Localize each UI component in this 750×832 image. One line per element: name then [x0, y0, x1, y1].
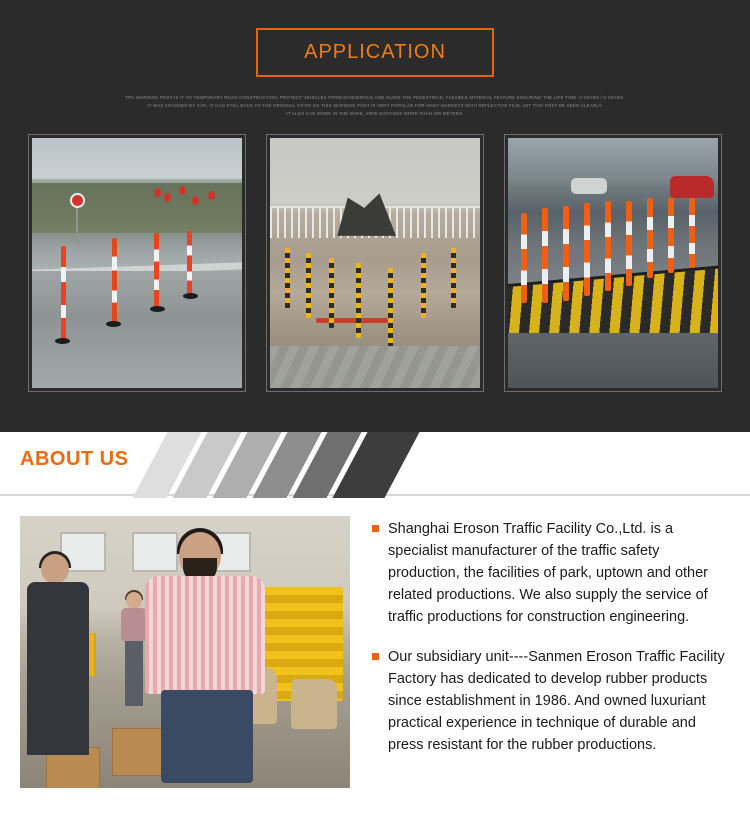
- warning-post: [187, 231, 192, 296]
- application-photo-2: [266, 134, 484, 392]
- delineator-post: [563, 206, 569, 301]
- jeans: [161, 690, 253, 782]
- post-base: [150, 306, 165, 312]
- about-paragraph-2-text: Our subsidiary unit----Sanmen Eroson Traffic Facility Factory has dedicated to develop rubber products since establishment in 1986. And owned luxuriant practical experience in technique of durable and press resistant for the rubber productions.: [388, 649, 725, 754]
- chevron-decoration: [150, 432, 410, 498]
- about-title: ABOUT US: [20, 448, 138, 471]
- dark-structure: [337, 193, 396, 236]
- road-surface: [508, 333, 718, 388]
- person-center: [145, 532, 265, 782]
- application-photo-3-inner: [508, 138, 718, 388]
- about-paragraph-1: [372, 518, 730, 628]
- about-photo: [20, 516, 350, 788]
- about-paragraph-1-text: Shanghai Eroson Traffic Facility Co.,Ltd. is a specialist manufacturer of the traffic safety production, the facilities of park, uptown and other related productions. We also supply the service of traffic productions for construction engineering.: [388, 521, 708, 626]
- warning-post: [61, 246, 66, 341]
- application-description-line-1: TPU WARNING POST IS IT TO TEMPORARY ROAD CONSTRUCTION, PROTECT VEHICLES FROM DANGEROUS AND GUIDE THE PEDESTRIAN, FLEXIBLE MATERIAL FEATURE ENSURING THE LIFE TIME: 3 YEARS / 5 YEARS.: [125, 95, 625, 100]
- photo-warehouse-staff: [20, 516, 350, 788]
- bullet-icon: [372, 653, 379, 660]
- photo-orange-delineators-highway: [508, 138, 718, 388]
- delineator-post: [605, 201, 611, 291]
- application-description: [0, 94, 750, 118]
- application-photo-1: [28, 134, 246, 392]
- pavement: [270, 346, 480, 389]
- delineator-post: [689, 198, 695, 268]
- application-title-wrap: [0, 0, 750, 77]
- delineator-post: [584, 203, 590, 296]
- bollard: [388, 268, 393, 348]
- delineator-post: [521, 213, 527, 303]
- skyline: [508, 138, 718, 176]
- application-photo-2-inner: [270, 138, 480, 388]
- application-title: APPLICATION: [256, 28, 494, 77]
- photo-red-posts-rainy-street: [32, 138, 242, 388]
- post-base: [106, 321, 121, 327]
- sack: [291, 679, 337, 729]
- about-paragraph-2: [372, 646, 730, 756]
- person-left: [27, 554, 89, 755]
- about-section: [0, 432, 750, 832]
- warning-post: [112, 238, 117, 323]
- bollard: [421, 253, 426, 318]
- about-header: [0, 432, 750, 498]
- torso: [121, 608, 147, 642]
- torso: [27, 582, 89, 755]
- about-text: [372, 516, 730, 788]
- lantern-icon: [179, 186, 186, 195]
- delineator-post: [626, 201, 632, 286]
- bollard: [329, 258, 334, 328]
- application-description-line-2: IT WAS CRASHED BY CAR, IT CAN STILL BACK TO THE ORIGINAL STATE SO THIS WARNING POST IS VERY POPULAR FOR MANY MARKETS WITH REFLECTIVE FILM, LET THIS POST BE SEEN CLEARLY.: [147, 103, 603, 109]
- bollard: [451, 248, 456, 308]
- about-body: [0, 498, 750, 788]
- application-photo-3: [504, 134, 722, 392]
- bullet-icon: [372, 525, 379, 532]
- delineator-post: [668, 198, 674, 273]
- bollard: [356, 263, 361, 338]
- head: [41, 554, 69, 584]
- application-photo-gallery: [0, 134, 750, 392]
- bollard: [285, 248, 290, 308]
- striped-shirt: [145, 576, 265, 694]
- car-icon: [571, 178, 607, 194]
- photo-yellow-black-bollards-lot: [270, 138, 480, 388]
- lantern-icon: [192, 196, 199, 205]
- car-icon: [670, 176, 714, 198]
- application-photo-1-inner: [32, 138, 242, 388]
- delineator-post: [647, 198, 653, 278]
- warning-post: [154, 233, 159, 308]
- delineator-post: [542, 208, 548, 303]
- head: [126, 592, 142, 609]
- legs: [125, 641, 143, 706]
- red-barrier: [316, 318, 387, 323]
- bollard: [306, 253, 311, 318]
- application-description-line-3: IT ALSO CAN WORK IN THE DARK, VIEW DISTANCE MORE THAN 200 METERS.: [286, 111, 464, 117]
